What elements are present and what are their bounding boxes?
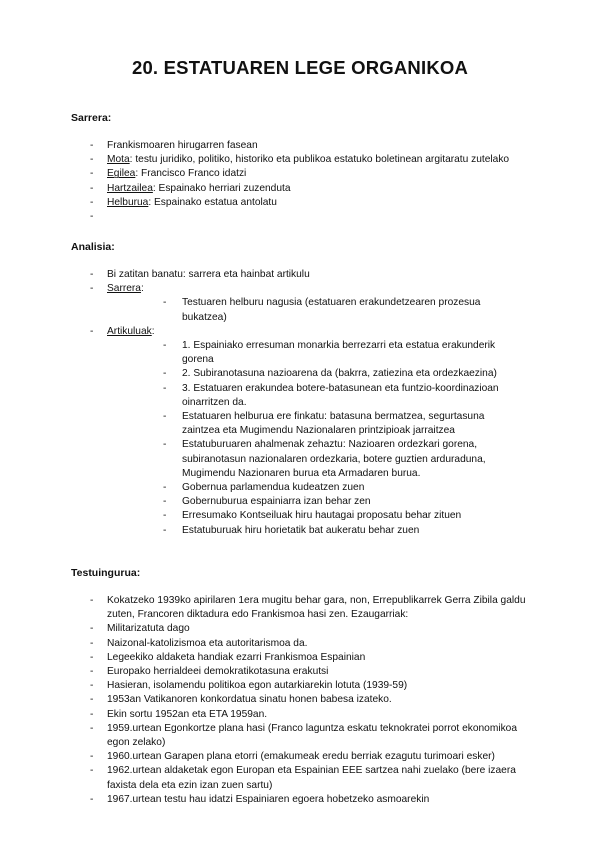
list-item: - Bi zatitan banatu: sarrera eta hainbat artikulu [0,268,600,282]
sub-list-item: - Estatuburuaren ahalmenak zehaztu: Nazioaren ordezkari gorena, subiranotasun nazionalaren ordezkaria, botere guztien arduraduna, Mugimendu Nazionaren burua eta Armadaren burua. [0,438,600,481]
list-item-empty [0,210,600,224]
list-item: - Frankismoaren hirugarren fasean [0,139,600,153]
list-item: - Kokatzeko 1939ko apirilaren 1era mugitu behar gara, non, Errepublikarrek Gerra Zibila galdu zuten, Francoren diktadura edo Frankismoa hasi zen. Ezaugarriak: [0,594,600,622]
sub-list-item: - Estatuburuak hiru horietatik bat aukeratu behar zuen [0,524,600,538]
list-item: - 1959.urtean Egonkortze plana hasi (Franco laguntza eskatu teknokratei porrot ekonomikoa egon zelako) [0,722,600,750]
page-title: 20. ESTATUAREN LEGE ORGANIKOA [131,57,469,78]
section-heading-analisia: Analisia: [71,241,115,253]
list-item: - 1967.urtean testu hau idatzi Espainiaren egoera hobetzeko asmoarekin [0,793,600,807]
analisia-list [0,268,600,538]
list-item: - Europako herrialdeei demokratikotasuna erakutsi [0,665,600,679]
sub-list-item: - 1. Espainiako erresuman monarkia berrezarri eta estatua erakunderik gorena [0,339,600,367]
list-item: - Ekin sortu 1952an eta ETA 1959an. [0,708,600,722]
list-item: - 1953an Vatikanoren konkordatua sinatu honen babesa izateko. [0,693,600,707]
list-item: - Militarizatuta dago [0,622,600,636]
section-heading-testuingurua: Testuingurua: [71,567,141,579]
list-item: - 1962.urtean aldaketak egon Europan eta Espainian EEE sartzea nahi zuelako (bere izaera faxista dela eta ezin izan zuen sartu) [0,764,600,792]
testuingurua-list [0,594,600,807]
list-item: - Helburua: Espainako estatua antolatu [0,196,600,210]
sub-list-item: - Estatuaren helburua ere finkatu: batasuna bermatzea, segurtasuna zaintzea eta Mugimendu Nazionalaren printzipioak jarraitzea [0,410,600,438]
list-item: - 1960.urtean Garapen plana etorri (emakumeak eredu berriak ezagutu turimoari esker) [0,750,600,764]
list-item: - Egilea: Francisco Franco idatzi [0,167,600,181]
section-heading-sarrera: Sarrera: [71,112,112,124]
list-item: - Mota: testu juridiko, politiko, historiko eta publikoa estatuko boletinean argitaratu zutelako [0,153,600,167]
sub-list-item: - Gobernua parlamendua kudeatzen zuen [0,481,600,495]
sub-list-item: - 3. Estatuaren erakundea botere-batasunean eta funtzio-koordinazioan oinarritzen da. [0,382,600,410]
list-item-artikuluak: - Artikuluak: [0,325,600,339]
list-item: - Hasieran, isolamendu politikoa egon autarkiarekin lotuta (1939-59) [0,679,600,693]
sub-list-item: - Testuaren helburu nagusia (estatuaren erakundetzearen prozesua bukatzea) [0,296,600,324]
list-item-sarrera: - Sarrera: [0,282,600,296]
sub-list-item: - Gobernuburua espainiarra izan behar zen [0,495,600,509]
sarrera-list [0,139,600,224]
list-item: - Naizonal-katolizismoa eta autoritarismoa da. [0,637,600,651]
list-item: - Legeekiko aldaketa handiak ezarri Frankismoa Espainian [0,651,600,665]
sub-list-item: - 2. Subiranotasuna nazioarena da (bakrra, zatiezina eta ordezkaezina) [0,367,600,381]
list-item: - Hartzailea: Espainako herriari zuzenduta [0,182,600,196]
sub-list-item: - Erresumako Kontseiluak hiru hautagai proposatu behar zituen [0,509,600,523]
